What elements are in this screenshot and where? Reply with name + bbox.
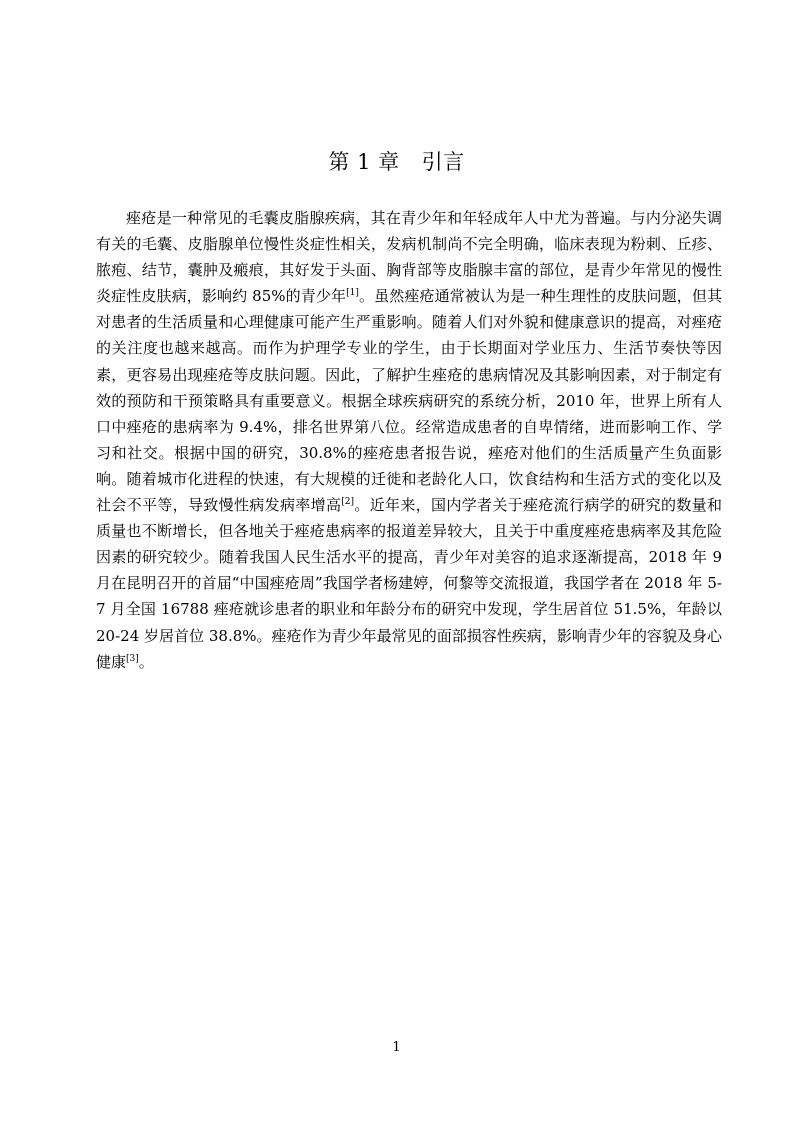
chapter-heading: [0, 148, 793, 176]
paragraph-segment-2: 。虽然痤疮通常被认为是一种生理性的皮肤问题，但其对患者的生活质量和心理健康可能产生严重影响。随着人们对外貌和健康意识的提高，对痤疮的关注度也越来越高。而作为护理学专业的学生，由于长期面对学业压力、生活节奏快等因素，更容易出现痤疮等皮肤问题。因此，了解护生痤疮的患病情况及其影响因素，对于制定有效的预防和干预策略具有重要意义。根据全球疾病研究的系统分析，2010 年，世界上所有人口中痤疮的患病率为 9.4%，排名世界第八位。经常造成患者的自卑情绪，进而影响工作、学习和社交。根据中国的研究，30.8%的痤疮患者报告说，痤疮对他们的生活质量产生负面影响。随着城市化进程的快速，有大规模的迁徙和老龄化人口，饮食结构和生活方式的变化以及社会不平等，导致慢性病发病率增高: [96, 287, 722, 515]
page-number: 1: [392, 1040, 401, 1055]
chapter-title-text: 引言: [421, 150, 465, 174]
citation-1: [1]: [346, 288, 359, 299]
paragraph-segment-4: 。: [138, 652, 154, 671]
introduction-paragraph: [96, 205, 722, 675]
paragraph-segment-1: 痤疮是一种常见的毛囊皮脂腺疾病，其在青少年和年轻成年人中尤为普遍。与内分泌失调有关的毛囊、皮脂腺单位慢性炎症性相关，发病机制尚不完全明确，临床表现为粉刺、丘疹、脓疱、结节，囊肿及瘢痕，其好发于头面、胸背部等皮脂腺丰富的部位，是青少年常见的慢性炎症性皮肤病，影响约 85%的青少年: [96, 209, 722, 306]
chapter-label: 第 1 章: [328, 150, 400, 174]
citation-3: [3]: [126, 653, 139, 664]
citation-2: [2]: [341, 497, 355, 508]
paragraph-segment-3: 。近年来，国内学者关于痤疮流行病学的研究的数量和质量也不断增长，但各地关于痤疮患病率的报道差异较大，且关于中重度痤疮患病率及其危险因素的研究较少。随着我国人民生活水平的提高，青少年对美容的追求逐渐提高，2018 年 9 月在昆明召开的首届“中国痤疮周”我国学者杨建婷，何黎等交流报道，我国学者在 2018 年 5-7 月全国 16788 痤疮就诊患者的职业和年龄分布的研究中发现，学生居首位 51.5%，年龄以 20-24 岁居首位 38.8%。痤疮作为青少年最常见的面部损容性疾病，影响青少年的容貌及身心健康: [96, 496, 722, 671]
